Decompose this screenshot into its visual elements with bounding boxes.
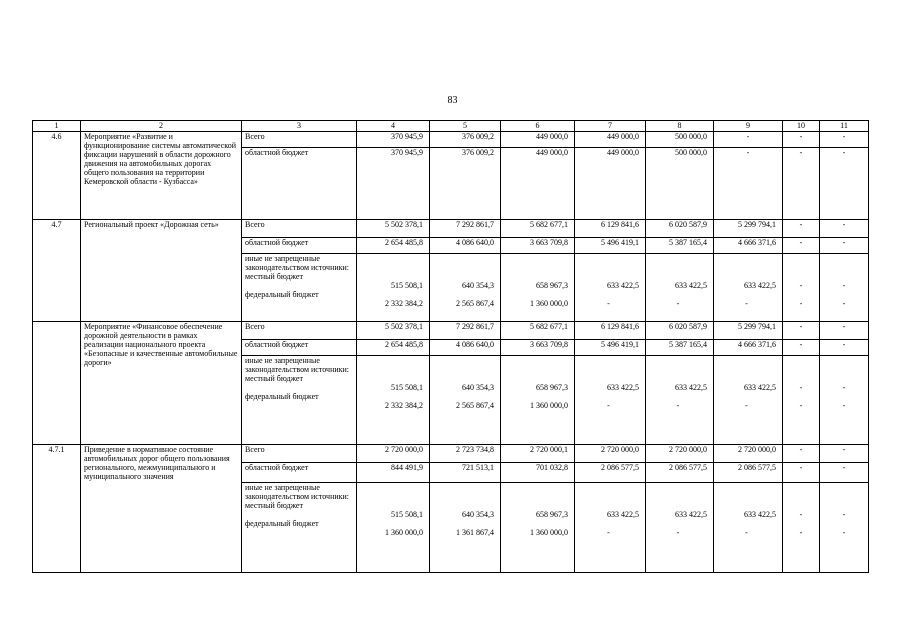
value-cell: 7 292 861,7	[430, 322, 501, 340]
event-name: Приведение в нормативное состояние автомобильных дорог общего пользования регионального, межмуниципального и муниципального значения	[81, 445, 242, 573]
value-cell: 376 009,2	[430, 148, 501, 220]
value-cell: 449 000,0	[501, 132, 575, 148]
value-cell: -	[820, 445, 869, 463]
value-cell: 4 086 640,0	[430, 340, 501, 356]
value-cell: 7 292 861,7	[430, 220, 501, 238]
value-cell: 4 086 640,0	[430, 238, 501, 254]
value-cell: -	[820, 238, 869, 254]
value-cell: 500 000,0	[646, 132, 714, 148]
column-number: 3	[242, 121, 357, 132]
value-cell: 5 387 165,4	[646, 340, 714, 356]
value-cell: -	[820, 132, 869, 148]
funding-source: Всего	[242, 132, 357, 148]
table-row	[33, 322, 869, 340]
value-cell: -	[820, 220, 869, 238]
value-cell: 515 508,1 1 360 000,0	[357, 483, 430, 573]
funding-source: областной бюджет	[242, 148, 357, 220]
value-cell: 4 666 371,6	[714, 340, 783, 356]
value-cell: -	[783, 132, 820, 148]
value-cell: 2 086 577,5	[714, 463, 783, 483]
value-cell: 2 654 485,8	[357, 340, 430, 356]
value-cell: 658 967,3 1 360 000,0	[501, 254, 575, 322]
value-cell: 2 086 577,5	[646, 463, 714, 483]
value-cell: 5 682 677,1	[501, 322, 575, 340]
value-cell: - -	[783, 356, 820, 445]
funding-source: иные не запрещенные законодательством источники: местный бюджет федеральный бюджет	[242, 356, 357, 445]
value-cell: 721 513,1	[430, 463, 501, 483]
funding-source: иные не запрещенные законодательством источники: местный бюджет федеральный бюджет	[242, 254, 357, 322]
column-number: 6	[501, 121, 575, 132]
column-number: 7	[575, 121, 646, 132]
value-cell: -	[783, 463, 820, 483]
value-cell: 6 129 841,6	[575, 322, 646, 340]
value-cell: 2 723 734,8	[430, 445, 501, 463]
column-number: 11	[820, 121, 869, 132]
funding-source: Всего	[242, 445, 357, 463]
value-cell: 633 422,5 -	[714, 254, 783, 322]
value-cell: 633 422,5 -	[714, 356, 783, 445]
value-cell: 2 720 000,0	[357, 445, 430, 463]
value-cell: 370 945,9	[357, 132, 430, 148]
column-number: 5	[430, 121, 501, 132]
value-cell: 5 496 419,1	[575, 340, 646, 356]
value-cell: 2 654 485,8	[357, 238, 430, 254]
table-row	[33, 132, 869, 148]
value-cell: 640 354,3 2 565 867,4	[430, 254, 501, 322]
event-name: Мероприятие «Развитие и функционирование системы автоматической фиксации нарушений в области дорожного движения на автомобильных дорогах общего пользования на территории Кемеровской области - Кузбасса»	[81, 132, 242, 220]
value-cell: 2 720 000,1	[501, 445, 575, 463]
budget-table	[32, 120, 869, 573]
value-cell: -	[783, 220, 820, 238]
value-cell: -	[783, 238, 820, 254]
value-cell: 5 502 378,1	[357, 322, 430, 340]
column-number-row	[33, 121, 869, 132]
column-number: 8	[646, 121, 714, 132]
value-cell: 633 422,5 -	[646, 356, 714, 445]
column-number: 1	[33, 121, 81, 132]
value-cell: 2 720 000,0	[714, 445, 783, 463]
value-cell: - -	[783, 483, 820, 573]
value-cell: 5 299 794,1	[714, 322, 783, 340]
value-cell: 2 720 000,0	[575, 445, 646, 463]
value-cell: -	[714, 148, 783, 220]
value-cell: 640 354,3 2 565 867,4	[430, 356, 501, 445]
value-cell: 515 508,1 2 332 384,2	[357, 356, 430, 445]
value-cell: 2 720 000,0	[646, 445, 714, 463]
value-cell: 5 387 165,4	[646, 238, 714, 254]
value-cell: -	[820, 463, 869, 483]
table-row	[33, 445, 869, 463]
funding-source: иные не запрещенные законодательством источники: местный бюджет федеральный бюджет	[242, 483, 357, 573]
value-cell: -	[714, 132, 783, 148]
value-cell: 370 945,9	[357, 148, 430, 220]
value-cell: 633 422,5 -	[646, 483, 714, 573]
value-cell: -	[783, 322, 820, 340]
value-cell: 449 000,0	[575, 148, 646, 220]
value-cell: 376 009,2	[430, 132, 501, 148]
column-number: 9	[714, 121, 783, 132]
value-cell: 5 299 794,1	[714, 220, 783, 238]
item-number: 4.7	[33, 220, 81, 322]
value-cell: 658 967,3 1 360 000,0	[501, 356, 575, 445]
item-number	[33, 322, 81, 445]
column-number: 4	[357, 121, 430, 132]
value-cell: - -	[783, 254, 820, 322]
funding-source: областной бюджет	[242, 238, 357, 254]
funding-source: областной бюджет	[242, 340, 357, 356]
value-cell: 633 422,5 -	[646, 254, 714, 322]
value-cell: 640 354,3 1 361 867,4	[430, 483, 501, 573]
item-number: 4.7.1	[33, 445, 81, 573]
value-cell: - -	[820, 483, 869, 573]
funding-source: областной бюджет	[242, 463, 357, 483]
value-cell: 515 508,1 2 332 384,2	[357, 254, 430, 322]
value-cell: 3 663 709,8	[501, 340, 575, 356]
value-cell: - -	[820, 356, 869, 445]
column-number: 10	[783, 121, 820, 132]
value-cell: 658 967,3 1 360 000,0	[501, 483, 575, 573]
value-cell: 844 491,9	[357, 463, 430, 483]
value-cell: 449 000,0	[501, 148, 575, 220]
page-number: 83	[447, 95, 458, 106]
value-cell: 4 666 371,6	[714, 238, 783, 254]
value-cell: 5 496 419,1	[575, 238, 646, 254]
value-cell: -	[820, 322, 869, 340]
value-cell: -	[820, 148, 869, 220]
table-row	[33, 220, 869, 238]
item-number: 4.6	[33, 132, 81, 220]
column-number: 2	[81, 121, 242, 132]
value-cell: 633 422,5 -	[575, 483, 646, 573]
value-cell: 633 422,5 -	[714, 483, 783, 573]
value-cell: 500 000,0	[646, 148, 714, 220]
value-cell: 701 032,8	[501, 463, 575, 483]
funding-source: Всего	[242, 220, 357, 238]
funding-source: Всего	[242, 322, 357, 340]
value-cell: 5 682 677,1	[501, 220, 575, 238]
value-cell: 633 422,5 -	[575, 254, 646, 322]
value-cell: - -	[820, 254, 869, 322]
value-cell: 5 502 378,1	[357, 220, 430, 238]
value-cell: 6 020 587,9	[646, 220, 714, 238]
value-cell: 633 422,5 -	[575, 356, 646, 445]
value-cell: 449 000,0	[575, 132, 646, 148]
value-cell: -	[783, 445, 820, 463]
value-cell: 6 020 587,9	[646, 322, 714, 340]
event-name: Региональный проект «Дорожная сеть»	[81, 220, 242, 322]
value-cell: 6 129 841,6	[575, 220, 646, 238]
value-cell: -	[820, 340, 869, 356]
value-cell: 3 663 709,8	[501, 238, 575, 254]
value-cell: -	[783, 148, 820, 220]
event-name: Мероприятие «Финансовое обеспечение дорожной деятельности в рамках реализации национального проекта «Безопасные и качественные автомобильные дороги»	[81, 322, 242, 445]
value-cell: -	[783, 340, 820, 356]
value-cell: 2 086 577,5	[575, 463, 646, 483]
